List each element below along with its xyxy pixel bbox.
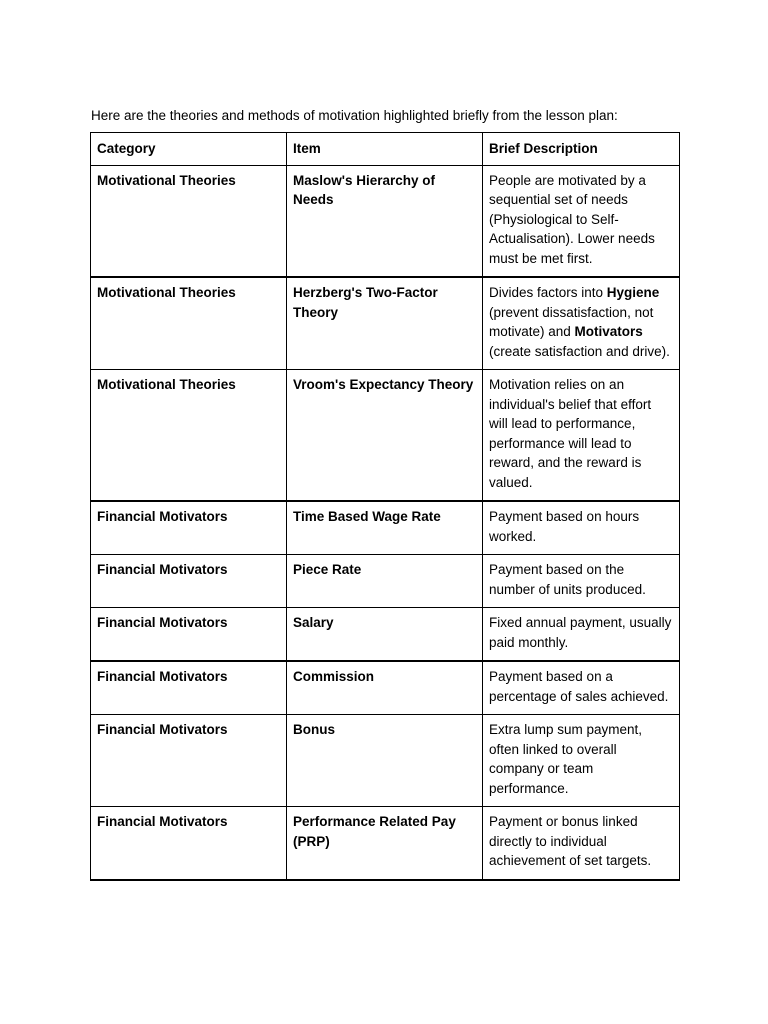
row-description: Payment based on hours worked. [483,501,680,555]
row-item: Vroom's Expectancy Theory [287,370,483,502]
table-row [91,608,680,662]
table-header-row [91,133,680,166]
row-description: Payment based on a percentage of sales achieved. [483,661,680,715]
row-description: People are motivated by a sequential set of needs (Physiological to Self-Actualisation). Lower needs must be met first. [483,165,680,277]
row-item: Performance Related Pay (PRP) [287,807,483,880]
header-item: Item [287,133,483,166]
description-text: (prevent dissatisfaction, not motivate) and [489,304,654,339]
intro-text: Here are the theories and methods of motivation highlighted briefly from the lesson plan: [91,107,618,123]
header-category: Category [91,133,287,166]
row-description: Motivation relies on an individual's belief that effort will lead to performance, performance will lead to reward, and the reward is valued. [483,370,680,502]
row-item: Time Based Wage Rate [287,501,483,555]
table-row [91,277,680,370]
row-item: Commission [287,661,483,715]
row-item: Maslow's Hierarchy of Needs [287,165,483,277]
row-description: Payment or bonus linked directly to individual achievement of set targets. [483,807,680,880]
row-category: Financial Motivators [91,555,287,608]
table-row [91,807,680,880]
motivation-table [90,132,680,881]
row-item: Salary [287,608,483,662]
row-category: Motivational Theories [91,370,287,502]
row-description: Payment based on the number of units produced. [483,555,680,608]
header-description: Brief Description [483,133,680,166]
row-category: Financial Motivators [91,661,287,715]
row-description: Extra lump sum payment, often linked to overall company or team performance. [483,715,680,807]
table-row [91,370,680,502]
description-emphasis: Hygiene [606,285,660,300]
row-category: Financial Motivators [91,501,287,555]
row-category: Financial Motivators [91,715,287,807]
table-row [91,501,680,555]
row-description: Fixed annual payment, usually paid monthly. [483,608,680,662]
row-category: Financial Motivators [91,807,287,880]
row-item: Herzberg's Two-Factor Theory [287,277,483,370]
description-text: Divides factors into [489,285,607,300]
row-item: Piece Rate [287,555,483,608]
description-text: (create satisfaction and drive). [489,343,670,359]
row-category: Motivational Theories [91,277,287,370]
table-row [91,555,680,608]
row-category: Financial Motivators [91,608,287,662]
table-row [91,661,680,715]
table-row [91,165,680,277]
row-item: Bonus [287,715,483,807]
table-row [91,715,680,807]
description-emphasis: Motivators [574,324,643,339]
row-category: Motivational Theories [91,165,287,277]
row-description [483,277,680,370]
